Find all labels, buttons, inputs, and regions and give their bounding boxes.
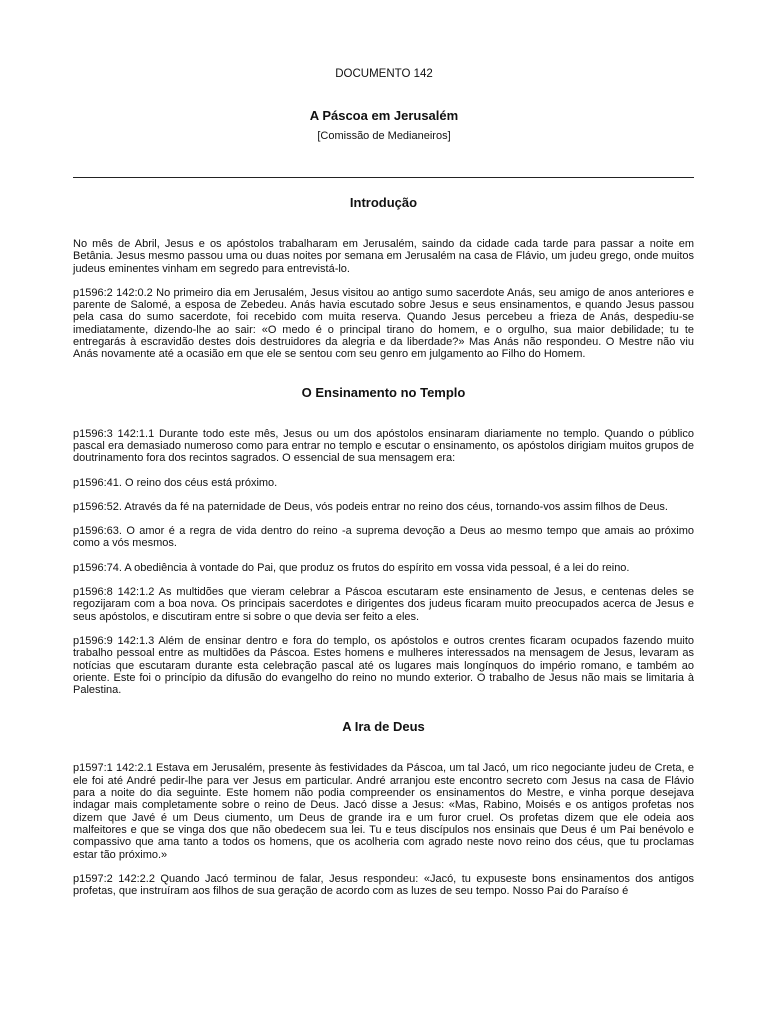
- paragraph: p1596:9 142:1.3 Além de ensinar dentro e fora do templo, os apóstolos e outros crentes ficaram ocupados fazendo muito trabalho pessoal entre as multidões da Páscoa. Estes homens e mulheres interessados na mensagem de Jesus, levaram as notícias que escutaram durante esta celebração pascal até os lugares mais longínquos do império romano, e também ao oriente. Este foi o princípio da difusão do evangelho do reino no mundo exterior. O trabalho de Jesus não mais se limitaria à Palestina.: [73, 634, 694, 697]
- document-body: [73, 193, 694, 897]
- document-subtitle: [Comissão de Medianeiros]: [317, 130, 451, 142]
- paragraph: p1597:2 142:2.2 Quando Jacó terminou de falar, Jesus respondeu: «Jacó, tu expuseste bons ensinamentos dos antigos profetas, que instruíram aos filhos de sua geração de acordo com as luzes de seu tempo. Nosso Pai do Paraíso é: [73, 872, 694, 898]
- document-title: A Páscoa em Jerusalém: [309, 108, 459, 123]
- paragraph: p1596:41. O reino dos céus está próximo.: [73, 476, 278, 489]
- paragraph: p1596:52. Através da fé na paternidade de Deus, vós podeis entrar no reino dos céus, tornando-vos assim filhos de Deus.: [73, 500, 668, 513]
- paragraph: p1596:2 142:0.2 No primeiro dia em Jerusalém, Jesus visitou ao antigo sumo sacerdote Anás, seu amigo de anos anteriores e parente de Salomé, a esposa de Zebedeu. Anás havia escutado sobre Jesus e seus ensinamentos, e quando Jesus passou pela casa do sumo sacerdote, foi recebido com muita reserva. Quando Jesus percebeu a frieza de Anás, despediu-se imediatamente, dizendo-lhe ao sair: «O medo é o principal tirano do homem, e o orgulho, sua maior debilidade; tu te entregarás à escravidão destes dois destruidores da alegria e da liberdade?» Mas Anás não respondeu. O Mestre não viu Anás novamente até a ocasião em que ele se sentou com seu genro em julgamento ao Filho do Homem.: [73, 286, 694, 361]
- section-heading-ira-de-deus: A Ira de Deus: [342, 719, 425, 735]
- paragraph: p1596:8 142:1.2 As multidões que vieram celebrar a Páscoa escutaram este ensinamento de Jesus, e centenas deles se regozijaram com a boa nova. Os principais sacerdotes e dirigentes dos judeus ficaram muito preocupados acerca de Jesus e seus apóstolos, e discutiram entre si sobre o que devia ser feito a eles.: [73, 586, 694, 623]
- section-heading-ensinamento-templo: O Ensinamento no Templo: [301, 384, 466, 400]
- section-heading-introducao: Introdução: [349, 195, 418, 210]
- document-number: DOCUMENTO 142: [335, 68, 433, 80]
- paragraph: p1597:1 142:2.1 Estava em Jerusalém, presente às festividades da Páscoa, um tal Jacó, um rico negociante judeu de Creta, e ele foi até André pedir-lhe para ver Jesus em particular. André arranjou este encontro secreto com Jesus na casa de Flávio para a noite do dia seguinte. Este homem não podia compreender os ensinamentos do Mestre, e vinha porque desejava indagar mais completamente sobre o reino de Deus. Jacó disse a Jesus: «Mas, Rabino, Moisés e os antigos profetas nos dizem que Javé é um Deus ciumento, um Deus de grande ira e um furor cruel. Os profetas dizem que ele odeia aos malfeitores e que se vinga dos que não obedecem sua lei. Tu e teus discípulos nos ensinais que Deus é um Pai benévolo e compassivo que ama tanto a todos os homens, que os acolheria com agrado neste novo reino dos céus, que tu proclamas estar tão próximo.»: [73, 762, 694, 861]
- paragraph: p1596:74. A obediência à vontade do Pai, que produz os frutos do espírito em vossa vida pessoal, é a lei do reino.: [73, 561, 630, 574]
- horizontal-divider: [73, 177, 694, 178]
- paragraph: p1596:63. O amor é a regra de vida dentro do reino -a suprema devoção a Deus ao mesmo tempo que amais ao próximo como a vós mesmos.: [73, 525, 694, 550]
- paragraph: p1596:3 142:1.1 Durante todo este mês, Jesus ou um dos apóstolos ensinaram diariamente no templo. Quando o público pascal era demasiado numeroso como para entrar no templo e escutar o ensinamento, os apóstolos dirigiam muitos grupos de doutrinamento fora dos recintos sagrados. O essencial de sua mensagem era:: [73, 427, 694, 465]
- paragraph: No mês de Abril, Jesus e os apóstolos trabalharam em Jerusalém, saindo da cidade cada tarde para passar a noite em Betânia. Jesus mesmo passou uma ou duas noites por semana em Jerusalém na casa de Flávio, um judeu grego, onde muitos judeus eminentes vinham em segredo para entrevistá-lo.: [73, 238, 694, 275]
